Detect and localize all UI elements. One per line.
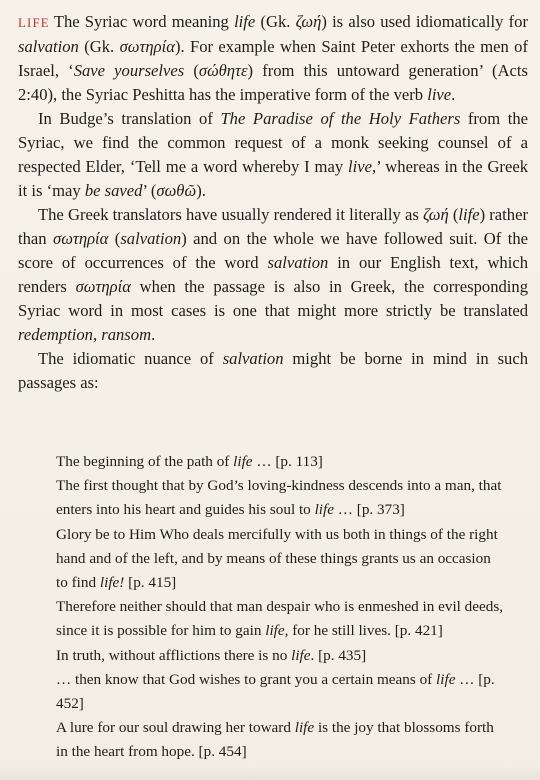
p3-text-g: ( [108, 229, 121, 248]
p4-em-b: salvation [222, 349, 284, 368]
q6-text-c: … [p. 452] [56, 670, 495, 713]
p1-greek-h: σωτηρία [119, 37, 175, 56]
headword: LIFE [18, 16, 50, 30]
p3-em-n: redemption, ransom [18, 325, 152, 344]
p2-text-e: ,’ whereas in the Greek it is ‘may [18, 157, 528, 200]
p2-em-b: The Paradise of the Holy Fathers [220, 109, 461, 128]
p2-em-d: live [348, 157, 372, 176]
quotation-block [56, 450, 506, 765]
quote-3 [56, 523, 506, 596]
p1-em-n: live [427, 85, 452, 104]
p3-greek-f: σωτηρία [53, 229, 109, 248]
p1-em-j: Save yourselves [73, 61, 185, 80]
p1-text-o: . [451, 85, 456, 104]
p3-text-m: when the passage is also in Greek, the corresponding Syriac word in most cases is one that might more strictly be translated [18, 277, 528, 320]
p1-text-c: (Gk. [255, 12, 296, 31]
p3-text-a: The Greek translators have usually rendered it literally as [38, 205, 423, 224]
paragraph-2 [18, 107, 528, 203]
quote-1 [56, 450, 506, 474]
q4-text-c: , for he still lives. [p. 421] [284, 622, 443, 640]
q7-text-a: A lure for our soul drawing her toward [56, 719, 295, 737]
p3-text-o: . [151, 325, 156, 344]
p3-greek-l: σωτηρία [75, 277, 131, 296]
paragraph-4 [18, 347, 528, 395]
p3-em-j: salvation [267, 253, 329, 272]
p1-em-f: salvation [18, 37, 79, 56]
p1-greek-l: σώθητε [198, 61, 248, 80]
p3-em-h: salvation [120, 229, 182, 248]
page-edge-shadow [0, 766, 540, 780]
q6-text-a: … then know that God wishes to grant you a certain means of [56, 670, 437, 688]
paragraph-1 [18, 10, 528, 107]
p3-text-e: ) rather than [18, 205, 528, 248]
p3-text-k: in our English text, which renders [18, 253, 528, 296]
paragraph-3 [18, 203, 528, 347]
q5-em-b: life [291, 646, 311, 664]
p3-text-i: ) and on the whole we have followed suit. Of the score of occurrences of the word [18, 229, 529, 272]
p1-text-e: ) is also used idiomatically for [321, 12, 528, 31]
p1-greek-d: ζωή [295, 12, 322, 31]
quote-5 [56, 644, 506, 668]
p1-text-m: ) from this untoward generation’ (Acts 2:40), the Syriac Peshitta has the imperative form of the verb [18, 61, 528, 104]
q5-text-c: . [p. 435] [310, 646, 367, 664]
p3-greek-b: ζωή [422, 205, 449, 224]
p1-text-i: ). For example when Saint Peter exhorts the men of Israel, ‘ [18, 37, 528, 80]
p2-text-g: ’ ( [142, 181, 157, 200]
p3-text-c: ( [448, 205, 459, 224]
quote-2 [56, 474, 506, 522]
q3-em-b: life! [99, 574, 125, 592]
q1-text-a: The beginning of the path of [56, 453, 234, 470]
q1-text-c: … [p. 113] [252, 453, 323, 470]
p1-text-k: ( [184, 61, 199, 80]
p4-text-c: might be borne in mind in such passages as: [18, 349, 528, 392]
p2-text-a: In Budge’s translation of [38, 109, 221, 128]
p4-text-a: The idiomatic nuance of [38, 349, 223, 368]
q2-text-c: … [p. 373] [333, 501, 405, 519]
quote-6 [56, 668, 506, 716]
p2-greek-h: σωθῶ [156, 181, 197, 200]
q5-text-a: In truth, without afflictions there is no [56, 646, 292, 664]
p1-text-a: The Syriac word meaning [53, 12, 235, 31]
p1-em-b: life [234, 12, 256, 31]
q6-em-b: life [436, 670, 456, 688]
q3-text-a: Glory be to Him Who deals mercifully with us both in things of the right hand and of the left, and by means of these things grants us an occasion to find [56, 525, 498, 592]
p2-text-c: from the Syriac, we find the common request of a monk seeking counsel of a respected Elder, ‘Tell me a word whereby I may [18, 109, 528, 176]
p3-em-d: life [458, 205, 480, 224]
q3-text-c: [p. 415] [124, 574, 177, 592]
p1-text-g: (Gk. [78, 37, 120, 56]
q1-em-b: life [233, 453, 253, 470]
quote-7 [56, 716, 506, 764]
quote-4 [56, 595, 506, 643]
entry-body [18, 10, 528, 395]
p2-em-f: be saved [84, 181, 143, 200]
q2-text-a: The first thought that by God’s loving-kindness descends into a man, that enters into his heart and guides his soul to [56, 477, 502, 519]
q7-em-b: life [294, 719, 315, 737]
q2-em-b: life [314, 501, 334, 519]
q7-text-c: is the joy that blossoms forth in the heart from hope. [p. 454] [56, 719, 494, 761]
p2-text-i: ). [196, 181, 206, 200]
q4-text-a: Therefore neither should that man despair who is enmeshed in evil deeds, since it is possible for him to gain [56, 598, 504, 640]
q4-em-b: life [265, 622, 285, 640]
